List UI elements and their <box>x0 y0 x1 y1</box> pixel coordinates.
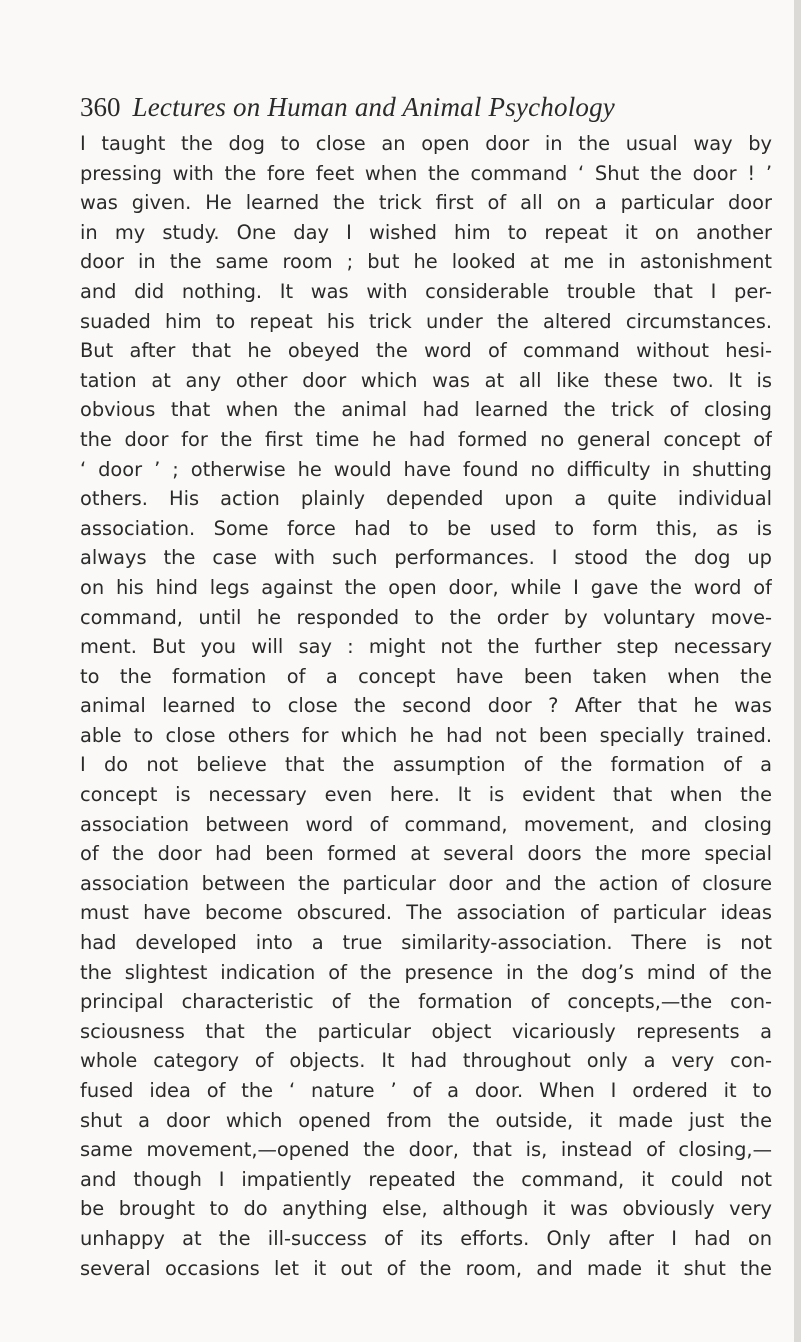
text-line: in my study. One day I wished him to repeat it on another <box>80 220 772 244</box>
text-line: tation at any other door which was at all like these two. It is <box>80 368 772 392</box>
text-line: and did nothing. It was with considerable trouble that I per- <box>80 279 772 303</box>
body-text <box>80 129 772 1283</box>
text-line: association between the particular door and the action of closure <box>80 871 772 895</box>
page-edge-shadow <box>794 0 801 1342</box>
text-line: association between word of command, movement, and closing <box>80 812 772 836</box>
text-line: ment. But you will say : might not the further step necessary <box>80 635 772 659</box>
text-line: on his hind legs against the open door, while I gave the word of <box>80 575 772 599</box>
text-line: command, until he responded to the order by voluntary move- <box>80 605 772 629</box>
text-line: shut a door which opened from the outside, it made just the <box>80 1108 772 1132</box>
book-page <box>80 92 772 1283</box>
text-line: was given. He learned the trick first of all on a particular door <box>80 191 772 215</box>
text-line: association. Some force had to be used to form this, as is <box>80 516 772 540</box>
text-line: I taught the dog to close an open door in the usual way by <box>80 132 772 155</box>
text-line: But after that he obeyed the word of command without hesi- <box>80 339 772 363</box>
text-line: I do not believe that the assumption of the formation of a <box>80 753 772 777</box>
text-line: fused idea of the ‘ nature ’ of a door. When I ordered it to <box>80 1079 772 1102</box>
text-line: same movement,—opened the door, that is, instead of closing,— <box>80 1138 772 1162</box>
page-header <box>80 92 772 123</box>
text-line: whole category of objects. It had throughout only a very con- <box>80 1049 772 1073</box>
text-line: be brought to do anything else, although it was obviously very <box>80 1197 772 1221</box>
text-line: several occasions let it out of the room, and made it shut the <box>80 1256 772 1280</box>
text-line: of the door had been formed at several doors the more special <box>80 842 772 866</box>
page-number: 360 <box>80 92 121 122</box>
text-line: always the case with such performances. I stood the dog up <box>80 546 772 570</box>
text-line: unhappy at the ill-success of its efforts. Only after I had on <box>80 1226 772 1250</box>
text-line: concept is necessary even here. It is evident that when the <box>80 783 772 807</box>
text-line: pressing with the fore feet when the command ‘ Shut the door ! ’ <box>80 161 772 185</box>
text-line: others. His action plainly depended upon a quite individual <box>80 487 772 511</box>
text-line: the door for the first time he had formed no general concept of <box>80 427 772 451</box>
text-line: principal characteristic of the formation of concepts,—the con- <box>80 990 772 1014</box>
text-line: suaded him to repeat his trick under the altered circumstances. <box>80 309 772 333</box>
text-line: ‘ door ’ ; otherwise he would have found no difficulty in shutting <box>80 457 772 481</box>
text-line: obvious that when the animal had learned the trick of closing <box>80 398 772 422</box>
text-line: had developed into a true similarity-association. There is not <box>80 931 772 955</box>
text-line: able to close others for which he had not been specially trained. <box>80 723 772 747</box>
text-line: to the formation of a concept have been taken when the <box>80 664 772 688</box>
running-title: Lectures on Human and Animal Psychology <box>132 92 615 122</box>
text-line: door in the same room ; but he looked at me in astonishment <box>80 250 772 274</box>
text-line: the slightest indication of the presence in the dog’s mind of the <box>80 960 772 984</box>
text-line: animal learned to close the second door ? After that he was <box>80 694 772 718</box>
text-line: sciousness that the particular object vicariously represents a <box>80 1019 772 1043</box>
text-line: and though I impatiently repeated the command, it could not <box>80 1167 772 1191</box>
text-line: must have become obscured. The association of particular ideas <box>80 901 772 925</box>
